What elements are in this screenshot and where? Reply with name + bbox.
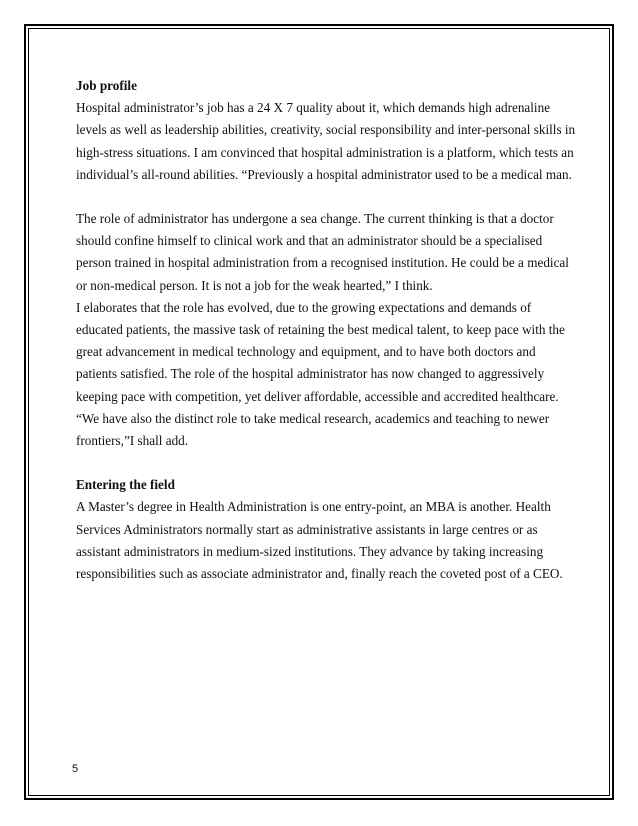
paragraph-spacer [76, 452, 576, 474]
job-profile-paragraph-3: I elaborates that the role has evolved, due to the growing expectations and demands of educated patients, the massive task of retaining the best medical talent, to keep pace with the great advancement in medical technology and equipment, and to have both doctors and patients satisfied. The role of the hospital administrator has now changed to aggressively keeping pace with competition, yet deliver affordable, accessible and accredited healthcare. “We have also the distinct role to take medical research, academics and teaching to newer frontiers,”I shall add. [76, 299, 565, 449]
paragraph-spacer [76, 186, 576, 208]
job-profile-paragraph-2: The role of administrator has undergone a sea change. The current thinking is that a doctor should confine himself to clinical work and that an administrator should be a specialised person trained in hospital administration from a recognised institution. He could be a medical or non-medical person. It is not a job for the weak hearted,” I think. [76, 211, 569, 293]
job-profile-paragraph-1: Hospital administrator’s job has a 24 X 7 quality about it, which demands high adrenaline levels as well as leadership abilities, creativity, social responsibility and inter-personal skills in high-stress situations. I am convinced that hospital administration is a platform, which tests an individual’s all-round abilities. “Previously a hospital administrator used to be a medical man. [76, 100, 576, 182]
entering-field-heading: Entering the field [76, 477, 175, 493]
page-number: 5 [72, 763, 79, 775]
job-profile-heading: Job profile [76, 78, 137, 93]
entering-field-paragraph: A Master’s degree in Health Administration is one entry-point, an MBA is another. Health Services Administrators normally start as administrative assistants in large centres or as assistant administrators in medium-sized institutions. They advance by taking increasing responsibilities such as associate administrator and, finally reach the coveted post of a CEO. [76, 499, 563, 582]
page-content [76, 75, 576, 585]
